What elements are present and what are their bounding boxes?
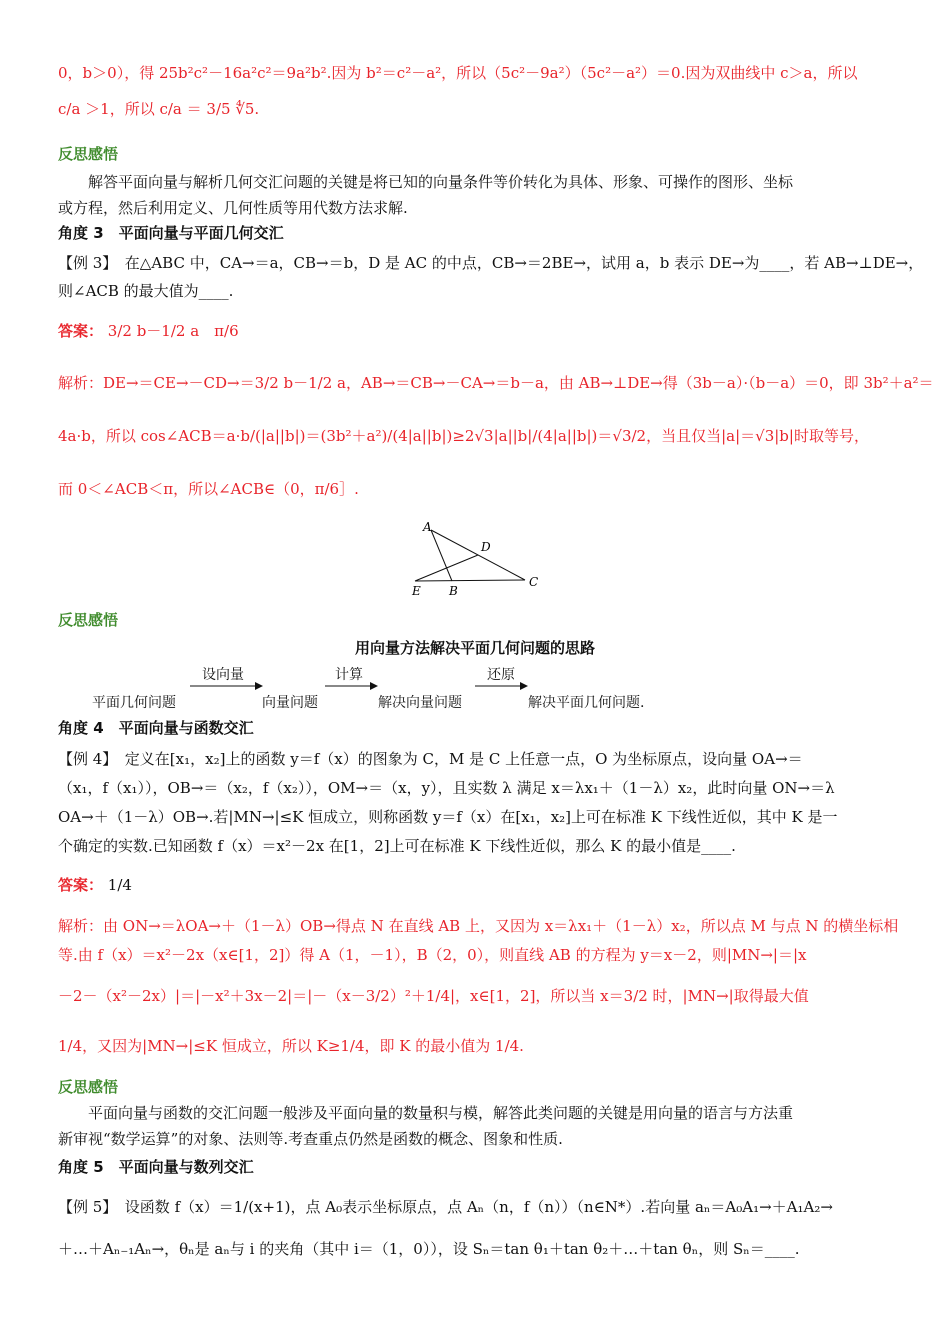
segment-ED bbox=[415, 555, 478, 581]
flow-step3: 解决向量问题 bbox=[378, 695, 462, 711]
example4-analysis-line2: 等.由 f（x）＝x²－2x（x∈[1，2]）得 A（1，－1），B（2，0），则直线 AB 的方程为 y＝x－2，则|MN→|＝|x bbox=[58, 946, 807, 964]
example3-analysis-line3: 而 0＜∠ACB＜π，所以∠ACB∈（0，π/6］. bbox=[58, 480, 359, 498]
flow-step1: 平面几何问题 bbox=[92, 695, 176, 711]
flow-step2: 向量问题 bbox=[262, 695, 318, 711]
example4-line3: OA→＋（1－λ）OB→.若|MN→|≤K 恒成立，则称函数 y＝f（x）在[x₁，x₂]上可在标准 K 下线性近似，其中 K 是一 bbox=[58, 808, 838, 826]
example3-line2: 则∠ACB 的最大值为____. bbox=[58, 282, 234, 300]
reflection3-line2: 新审视“数学运算”的对象、法则等.考查重点仍然是函数的概念、图象和性质. bbox=[58, 1130, 563, 1148]
arrow-icon-1 bbox=[190, 682, 263, 690]
section-heading-angle4: 角度 4 平面向量与函数交汇 bbox=[58, 719, 254, 737]
answer-value: 3/2 b－1/2 a π/6 bbox=[107, 322, 239, 340]
segment-EC bbox=[415, 580, 525, 581]
reflection-heading: 反思感悟 bbox=[58, 145, 119, 163]
reflection3-line1: 平面向量与函数的交汇问题一般涉及平面向量的数量积与模，解答此类问题的关键是用向量的语言与方法重 bbox=[88, 1104, 794, 1122]
flow-arrow2-label: 计算 bbox=[335, 667, 363, 683]
example3-analysis-line1: 解析：DE→＝CE→－CD→＝3/2 b－1/2 a，AB→＝CB→－CA→＝b－a，由 AB→⊥DE→得（3b－a）·（b－a）＝0，即 3b²＋a²＝ bbox=[58, 374, 934, 392]
example3-analysis-line2: 4a·b，所以 cos∠ACB＝a·b/(|a||b|)＝(3b²＋a²)/(4|a||b|)≥2√3|a||b|/(4|a||b|)＝√3/2，当且仅当|a|＝√3|b|时取等号， bbox=[58, 427, 869, 445]
example4-analysis-line1: 解析：由 ON→＝λOA→＋（1－λ）OB→得点 N 在直线 AB 上，又因为 x＝λx₁＋（1－λ）x₂，所以点 M 与点 N 的横坐标相 bbox=[58, 917, 899, 935]
example3-answer bbox=[58, 320, 239, 342]
arrow-icon-2 bbox=[325, 682, 378, 690]
example4-answer bbox=[58, 874, 132, 896]
answer-label: 答案： bbox=[58, 322, 104, 340]
reflection-text-line2: 或方程，然后利用定义、几何性质等用代数方法求解. bbox=[58, 199, 408, 217]
label-B: B bbox=[449, 584, 458, 598]
example4-analysis-line4: 1/4，又因为|MN→|≤K 恒成立，所以 K≥1/4，即 K 的最小值为 1/4. bbox=[58, 1037, 524, 1055]
section-heading-angle3: 角度 3 平面向量与平面几何交汇 bbox=[58, 224, 284, 242]
example4-line4: 个确定的实数.已知函数 f（x）＝x²－2x 在[1，2]上可在标准 K 下线性近似，那么 K 的最小值是____. bbox=[58, 837, 736, 855]
flow-arrow3-label: 还原 bbox=[487, 667, 515, 683]
reflection-heading-2: 反思感悟 bbox=[58, 611, 119, 629]
answer-label-4: 答案： bbox=[58, 876, 104, 894]
example4-line1: 【例 4】 定义在[x₁，x₂]上的函数 y＝f（x）的图象为 C，M 是 C 上任意一点，O 为坐标原点，设向量 OA→＝ bbox=[58, 750, 803, 768]
label-D: D bbox=[481, 540, 491, 554]
answer-value-4: 1/4 bbox=[107, 876, 132, 894]
method-title: 用向量方法解决平面几何问题的思路 bbox=[354, 639, 595, 657]
label-A: A bbox=[423, 520, 432, 534]
flow-step4: 解决平面几何问题. bbox=[528, 695, 645, 711]
section-heading-angle5: 角度 5 平面向量与数列交汇 bbox=[58, 1158, 254, 1176]
solution-continuation-line1: 0，b＞0），得 25b²c²－16a²c²＝9a²b².因为 b²＝c²－a²，所以（5c²－9a²）（5c²－a²）＝0.因为双曲线中 c＞a，所以 bbox=[58, 64, 858, 82]
reflection-heading-3: 反思感悟 bbox=[58, 1078, 119, 1096]
example4-line2: （x₁，f（x₁）），OB→＝（x₂，f（x₂）），OM→＝（x，y），且实数 λ 满足 x＝λx₁＋（1－λ）x₂，此时向量 ON→＝λ bbox=[58, 779, 835, 797]
solution-continuation-line2: c/a ＞1，所以 c/a ＝ 3/5 ∜5. bbox=[58, 100, 260, 118]
example3-line1: 【例 3】 在△ABC 中，CA→＝a，CB→＝b，D 是 AC 的中点，CB→＝2BE→，试用 a，b 表示 DE→为____，若 AB→⊥DE→， bbox=[58, 254, 924, 272]
example4-analysis-line3: －2－（x²－2x）|＝|－x²＋3x－2|＝|－（x－3/2）²＋1/4|，x∈[1，2]，所以当 x＝3/2 时，|MN→|取得最大值 bbox=[58, 987, 809, 1005]
arrow-icon-3 bbox=[475, 682, 528, 690]
triangle-figure bbox=[405, 518, 555, 600]
example5-line2: ＋…＋Aₙ₋₁Aₙ→，θₙ是 aₙ与 i 的夹角（其中 i＝（1，0）），设 Sₙ＝tan θ₁＋tan θ₂＋…＋tan θₙ，则 Sₙ＝____. bbox=[58, 1240, 800, 1258]
label-C: C bbox=[529, 575, 539, 589]
label-E: E bbox=[412, 584, 421, 598]
reflection-text-line1: 解答平面向量与解析几何交汇问题的关键是将已知的向量条件等价转化为具体、形象、可操作的图形、坐标 bbox=[88, 173, 794, 191]
flow-arrows bbox=[0, 680, 950, 692]
example5-line1: 【例 5】 设函数 f（x）＝1/(x+1)，点 A₀表示坐标原点，点 Aₙ（n，f（n））（n∈N*）.若向量 aₙ＝A₀A₁→＋A₁A₂→ bbox=[58, 1198, 833, 1216]
flow-arrow1-label: 设向量 bbox=[202, 667, 244, 683]
